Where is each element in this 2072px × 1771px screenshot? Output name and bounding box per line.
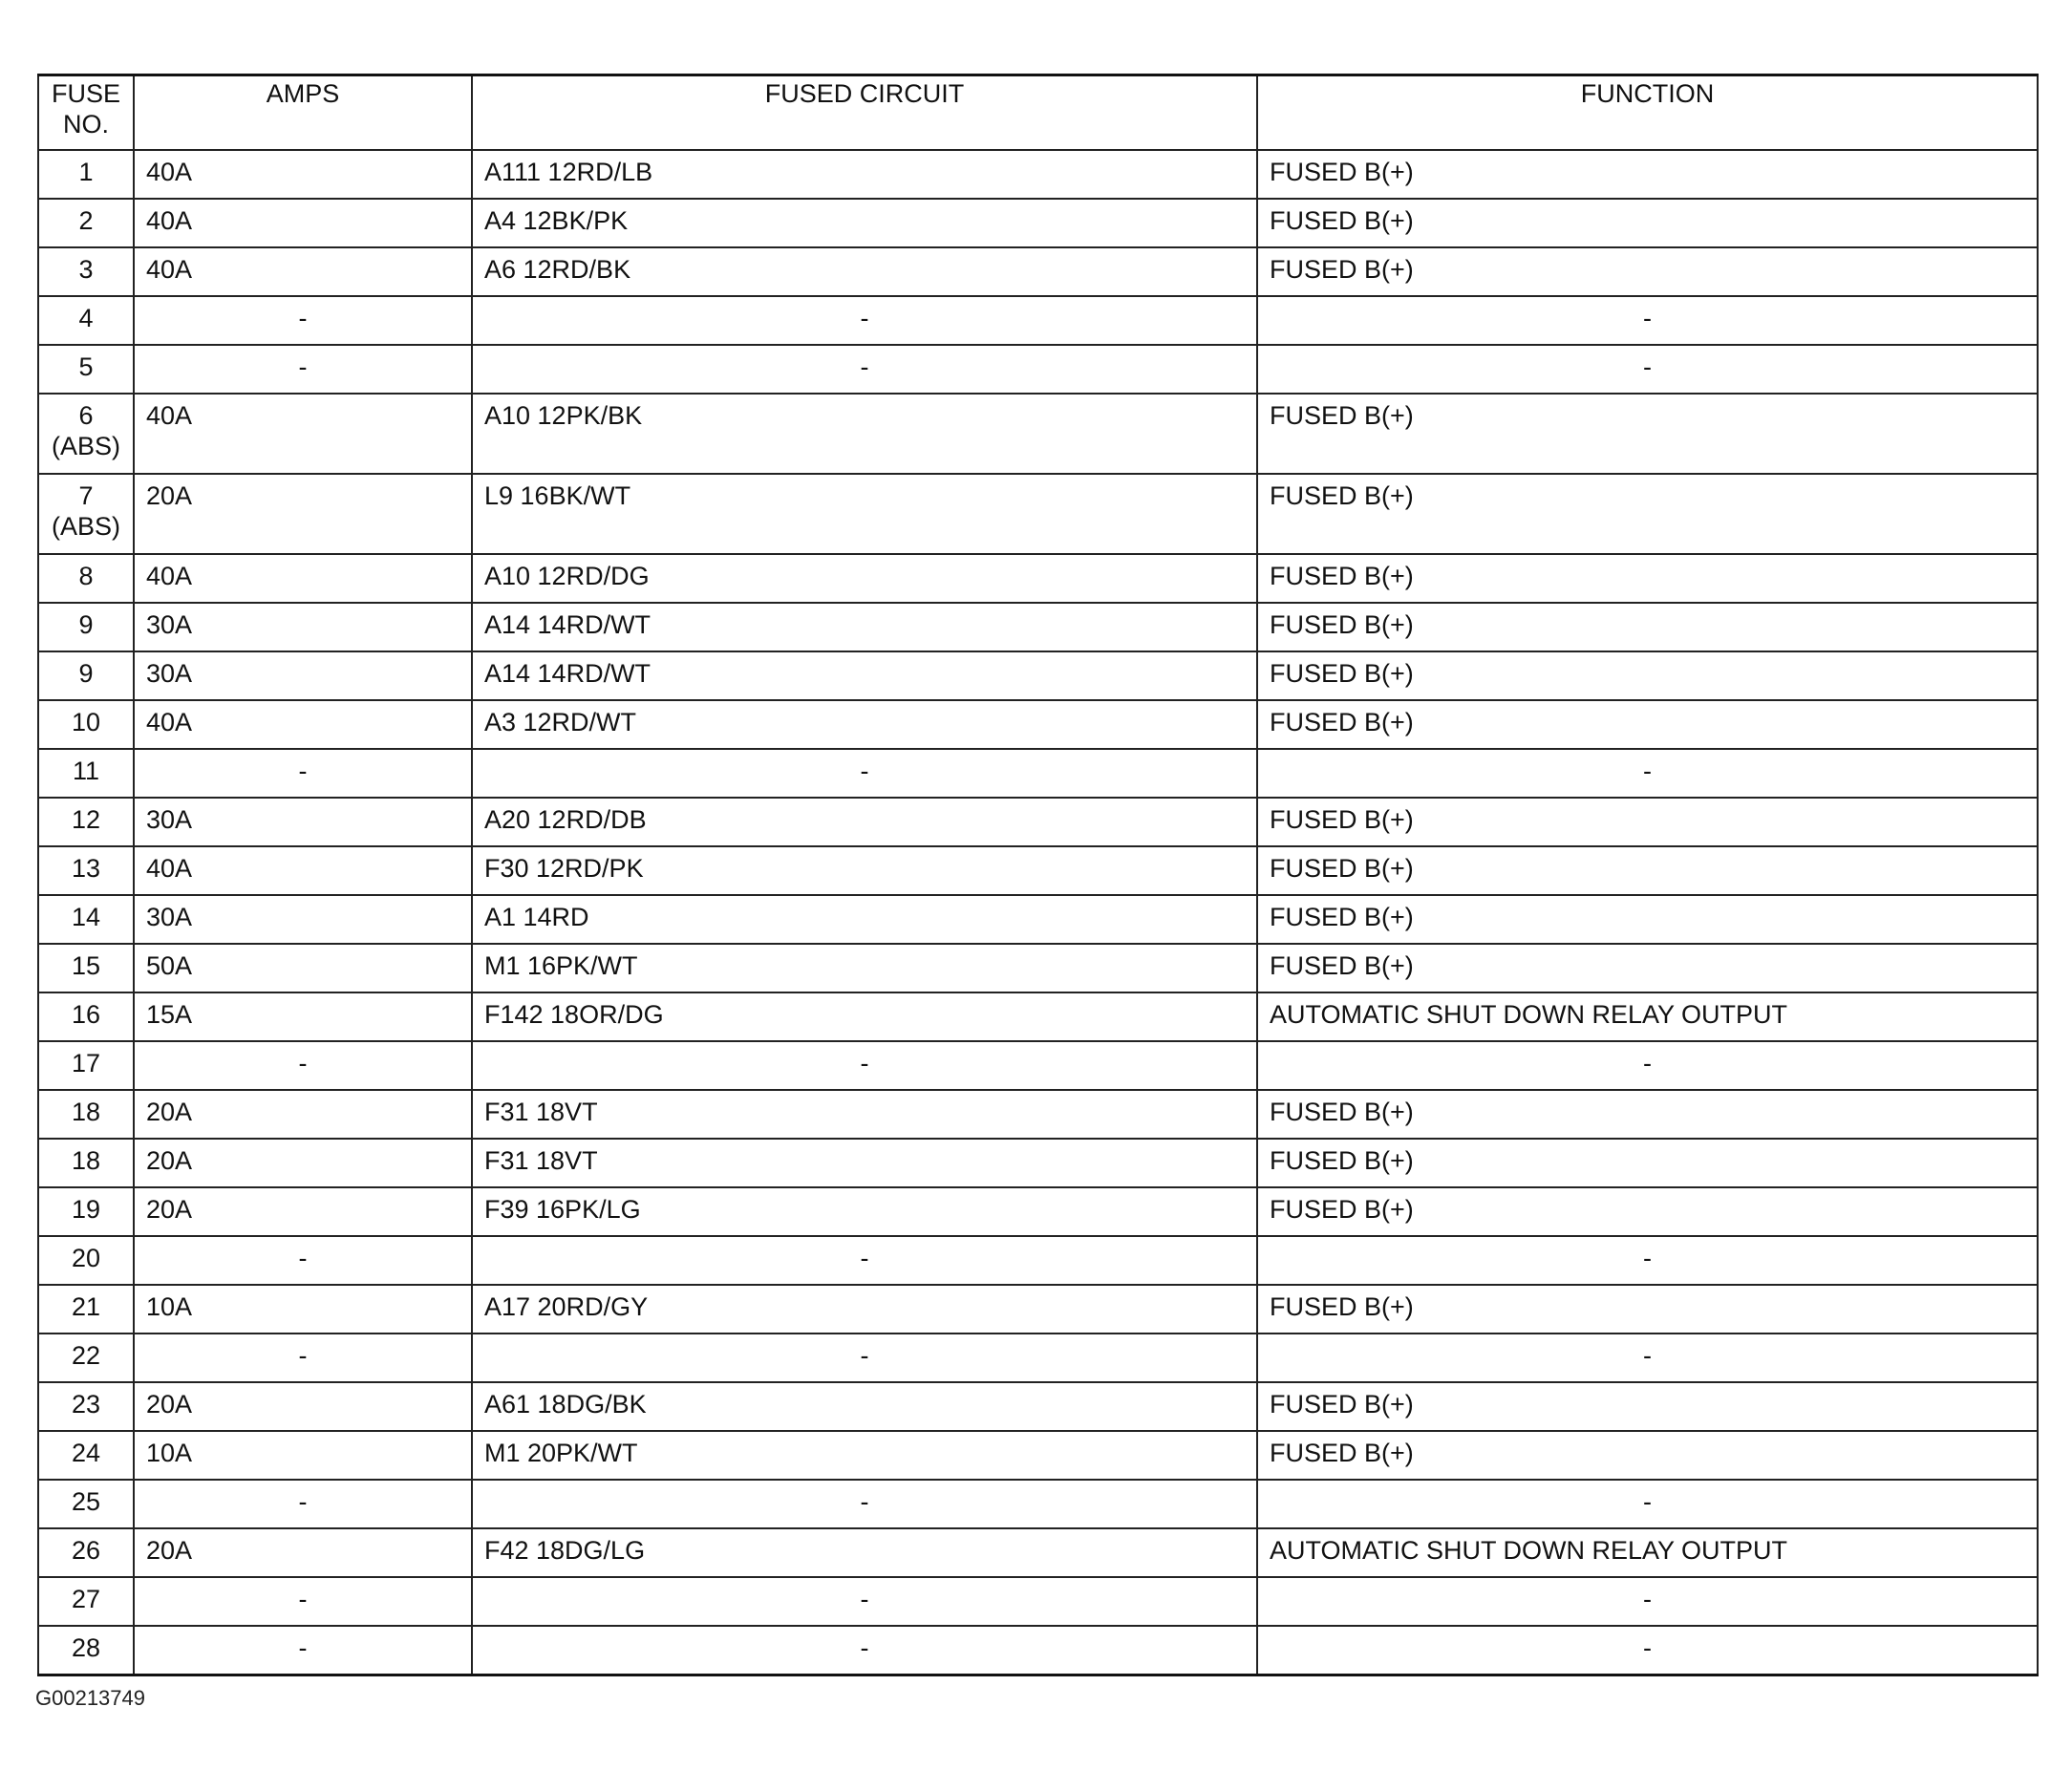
function-cell: - [1257, 1334, 2038, 1382]
function-cell: FUSED B(+) [1257, 798, 2038, 846]
header-row [38, 75, 2038, 151]
function-cell: - [1257, 296, 2038, 345]
function-cell: - [1257, 1626, 2038, 1675]
amps-cell: 50A [134, 944, 472, 992]
fused-circuit-cell: F31 18VT [472, 1090, 1257, 1139]
fuse-no-cell: 4 [38, 296, 134, 345]
fused-circuit-cell: M1 20PK/WT [472, 1431, 1257, 1480]
amps-cell: 20A [134, 474, 472, 554]
fused-circuit-cell: - [472, 1577, 1257, 1626]
fuse-no-cell: 15 [38, 944, 134, 992]
table-row [38, 1187, 2038, 1236]
fused-circuit-cell: - [472, 1041, 1257, 1090]
function-cell: FUSED B(+) [1257, 700, 2038, 749]
header-amps: AMPS [134, 75, 472, 151]
table-header [38, 75, 2038, 151]
fused-circuit-cell: A17 20RD/GY [472, 1285, 1257, 1334]
function-cell: FUSED B(+) [1257, 554, 2038, 603]
table-row [38, 1285, 2038, 1334]
table-row [38, 798, 2038, 846]
fuse-no-cell: 11 [38, 749, 134, 798]
fuse-no-cell: 17 [38, 1041, 134, 1090]
function-cell: AUTOMATIC SHUT DOWN RELAY OUTPUT [1257, 1528, 2038, 1577]
table-row [38, 944, 2038, 992]
fuse-no-cell: 3 [38, 247, 134, 296]
fused-circuit-cell: A10 12PK/BK [472, 394, 1257, 474]
fuse-no-cell: 27 [38, 1577, 134, 1626]
function-cell: FUSED B(+) [1257, 1139, 2038, 1187]
header-fused-circuit: FUSED CIRCUIT [472, 75, 1257, 151]
amps-cell: 30A [134, 895, 472, 944]
fused-circuit-cell: A14 14RD/WT [472, 651, 1257, 700]
table-row [38, 992, 2038, 1041]
fuse-no-cell: 16 [38, 992, 134, 1041]
table-row [38, 1090, 2038, 1139]
fuse-no-cell: 19 [38, 1187, 134, 1236]
amps-cell: 30A [134, 798, 472, 846]
table-row [38, 150, 2038, 199]
fuse-no-cell: 24 [38, 1431, 134, 1480]
amps-cell: - [134, 1041, 472, 1090]
fuse-no-cell: 6 (ABS) [38, 394, 134, 474]
table-row [38, 394, 2038, 474]
table-row [38, 846, 2038, 895]
function-cell: - [1257, 1577, 2038, 1626]
amps-cell: 20A [134, 1090, 472, 1139]
amps-cell: 20A [134, 1139, 472, 1187]
header-function: FUNCTION [1257, 75, 2038, 151]
fused-circuit-cell: A14 14RD/WT [472, 603, 1257, 651]
function-cell: FUSED B(+) [1257, 1285, 2038, 1334]
fused-circuit-cell: A3 12RD/WT [472, 700, 1257, 749]
amps-cell: 30A [134, 651, 472, 700]
table-row [38, 1041, 2038, 1090]
fuse-no-cell: 9 [38, 651, 134, 700]
table-row [38, 296, 2038, 345]
fuse-no-cell: 10 [38, 700, 134, 749]
function-cell: FUSED B(+) [1257, 846, 2038, 895]
fused-circuit-cell: - [472, 1626, 1257, 1675]
amps-cell: 40A [134, 846, 472, 895]
fused-circuit-cell: - [472, 345, 1257, 394]
fuse-no-cell: 2 [38, 199, 134, 247]
table-row [38, 1382, 2038, 1431]
amps-cell: - [134, 345, 472, 394]
table-row [38, 603, 2038, 651]
header-fuse-no: FUSE NO. [38, 75, 134, 151]
function-cell: FUSED B(+) [1257, 150, 2038, 199]
table-row [38, 700, 2038, 749]
fuse-no-cell: 28 [38, 1626, 134, 1675]
fused-circuit-cell: F142 18OR/DG [472, 992, 1257, 1041]
function-cell: FUSED B(+) [1257, 199, 2038, 247]
fuse-no-cell: 9 [38, 603, 134, 651]
function-cell: FUSED B(+) [1257, 1090, 2038, 1139]
fuse-no-cell: 18 [38, 1139, 134, 1187]
function-cell: - [1257, 1236, 2038, 1285]
table-row [38, 554, 2038, 603]
fuse-no-cell: 20 [38, 1236, 134, 1285]
function-cell: FUSED B(+) [1257, 1187, 2038, 1236]
amps-cell: 30A [134, 603, 472, 651]
amps-cell: 20A [134, 1528, 472, 1577]
fused-circuit-cell: F42 18DG/LG [472, 1528, 1257, 1577]
fuse-no-cell: 14 [38, 895, 134, 944]
amps-cell: 40A [134, 700, 472, 749]
fused-circuit-cell: - [472, 1236, 1257, 1285]
fuse-no-cell: 26 [38, 1528, 134, 1577]
fused-circuit-cell: A6 12RD/BK [472, 247, 1257, 296]
amps-cell: 40A [134, 199, 472, 247]
amps-cell: 20A [134, 1187, 472, 1236]
function-cell: - [1257, 749, 2038, 798]
fused-circuit-cell: A20 12RD/DB [472, 798, 1257, 846]
fuse-no-cell: 7 (ABS) [38, 474, 134, 554]
fuse-no-cell: 23 [38, 1382, 134, 1431]
table-row [38, 1139, 2038, 1187]
amps-cell: 10A [134, 1285, 472, 1334]
table-row [38, 1236, 2038, 1285]
amps-cell: - [134, 1236, 472, 1285]
amps-cell: 40A [134, 394, 472, 474]
table-row [38, 1626, 2038, 1675]
table-row [38, 1528, 2038, 1577]
amps-cell: - [134, 1480, 472, 1528]
function-cell: - [1257, 1041, 2038, 1090]
function-cell: FUSED B(+) [1257, 1431, 2038, 1480]
table-row [38, 651, 2038, 700]
amps-cell: - [134, 749, 472, 798]
table-row [38, 474, 2038, 554]
table-row [38, 1334, 2038, 1382]
table-row [38, 749, 2038, 798]
amps-cell: 15A [134, 992, 472, 1041]
table-row [38, 199, 2038, 247]
fuse-no-cell: 13 [38, 846, 134, 895]
amps-cell: - [134, 1577, 472, 1626]
function-cell: FUSED B(+) [1257, 247, 2038, 296]
fuse-table [37, 74, 2039, 1676]
figure-id: G00213749 [35, 1686, 145, 1710]
fuse-no-cell: 5 [38, 345, 134, 394]
function-cell: FUSED B(+) [1257, 895, 2038, 944]
fused-circuit-cell: F30 12RD/PK [472, 846, 1257, 895]
function-cell: FUSED B(+) [1257, 1382, 2038, 1431]
fused-circuit-cell: L9 16BK/WT [472, 474, 1257, 554]
function-cell: FUSED B(+) [1257, 394, 2038, 474]
table-body [38, 150, 2038, 1675]
function-cell: FUSED B(+) [1257, 474, 2038, 554]
amps-cell: 40A [134, 247, 472, 296]
table-row [38, 345, 2038, 394]
amps-cell: 10A [134, 1431, 472, 1480]
function-cell: - [1257, 1480, 2038, 1528]
function-cell: - [1257, 345, 2038, 394]
amps-cell: - [134, 1334, 472, 1382]
fused-circuit-cell: A61 18DG/BK [472, 1382, 1257, 1431]
table-row [38, 895, 2038, 944]
function-cell: FUSED B(+) [1257, 651, 2038, 700]
fused-circuit-cell: - [472, 1480, 1257, 1528]
fuse-no-cell: 8 [38, 554, 134, 603]
fuse-no-cell: 12 [38, 798, 134, 846]
table-row [38, 1480, 2038, 1528]
fused-circuit-cell: F39 16PK/LG [472, 1187, 1257, 1236]
fuse-no-cell: 21 [38, 1285, 134, 1334]
amps-cell: - [134, 296, 472, 345]
amps-cell: - [134, 1626, 472, 1675]
table-row [38, 1431, 2038, 1480]
fused-circuit-cell: F31 18VT [472, 1139, 1257, 1187]
fused-circuit-cell: A4 12BK/PK [472, 199, 1257, 247]
fuse-no-cell: 25 [38, 1480, 134, 1528]
fused-circuit-cell: - [472, 296, 1257, 345]
amps-cell: 40A [134, 150, 472, 199]
function-cell: FUSED B(+) [1257, 944, 2038, 992]
fused-circuit-cell: - [472, 749, 1257, 798]
fuse-no-cell: 22 [38, 1334, 134, 1382]
fused-circuit-cell: A1 14RD [472, 895, 1257, 944]
fuse-no-cell: 18 [38, 1090, 134, 1139]
amps-cell: 20A [134, 1382, 472, 1431]
function-cell: AUTOMATIC SHUT DOWN RELAY OUTPUT [1257, 992, 2038, 1041]
table-row [38, 1577, 2038, 1626]
fuse-no-cell: 1 [38, 150, 134, 199]
amps-cell: 40A [134, 554, 472, 603]
function-cell: FUSED B(+) [1257, 603, 2038, 651]
fused-circuit-cell: A10 12RD/DG [472, 554, 1257, 603]
fused-circuit-cell: M1 16PK/WT [472, 944, 1257, 992]
fused-circuit-cell: A111 12RD/LB [472, 150, 1257, 199]
table-row [38, 247, 2038, 296]
fused-circuit-cell: - [472, 1334, 1257, 1382]
